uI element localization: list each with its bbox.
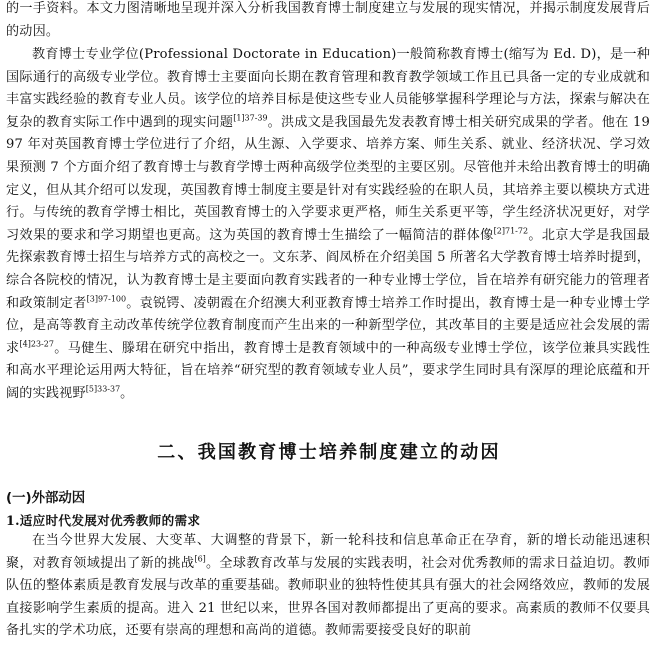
paragraph-text-segment: 。北京大学是我国最先探索教育博士招生与培养方式的高校之一。文东茅、阎凤桥在介绍美国 5 所著名大学教育博士培养时提到，综合各院校的情况，认为教育博士是主要面向教育实践者的一种专业博士学位，旨在培养有研究能力的管理者和政策制定者	[6, 227, 650, 311]
citation-marker: [2]71-72	[493, 226, 529, 236]
section-title: 二、我国教育博士培养制度建立的动因	[157, 442, 501, 463]
paragraph-text-segment: 在当今世界大发展、大变革、大调整的背景下，新一轮科技和信息革命正在孕育，新的增长动能迅速积聚，对教育领域提出了新的挑战	[6, 533, 650, 571]
paragraph-text-segment: 。马健生、滕珺在研究中指出，教育博士是教育领域中的一种高级专业博士学位，该学位兼具实践性和高水平理论运用两大特征，旨在培养“研究型的教育领域专业人员”，要求学生同时具有深厚的理论底蕴和开阔的实践视野	[6, 340, 650, 401]
subsection-heading: (一)外部动因	[6, 491, 86, 506]
paragraph-text-segment: 。全球教育改革与发展的实践表明，社会对优秀教师的需求日益迫切。教师队伍的整体素质是教育发展与改革的重要基础。教师职业的独特性使其具有强大的社会网络效应，教师的发展直接影响学生素质的提高。进入 21 世纪以来，世界各国对教师都提出了更高的要求。高素质的教师不仅要具备扎实的学术功底，还要有崇高的理想和高尚的道德。教师需要接受良好的职前	[6, 555, 650, 639]
citation-marker: [5]33-37	[85, 384, 121, 394]
paragraph-text-segment: 。	[120, 385, 134, 401]
intro-paragraph	[6, 0, 650, 43]
paragraph-text-segment: 。洪成文是我国最先发表教育博士相关研究成果的学者。他在 1997 年对英国教育博士学位进行了介绍，从生源、入学要求、培养方案、师生关系、就业、经济状况、学习效果预测 7 个方面介绍了教育博士与教育学博士两种高级学位类型的主要区别。尽管他并未给出教育博士的明确定义，但从其介绍可以发现，英国教育博士制度主要是针对有实践经验的在职人员，其培养主要以模块方式进行。与传统的教育学博士相比，英国教育博士的入学要求更严格，师生关系更平等，学生经济状况更好，对学习效果的要求和学习期望也更高。这为英国的教育博士生描绘了一幅简洁的群体像	[6, 114, 651, 243]
literature-review-paragraph	[6, 44, 650, 406]
paragraph-text-segment: 。袁锐锷、凌朝霞在介绍澳大利亚教育博士培养工作时提出，教育博士是一种专业博士学位，是高等教育主动改革传统学位教育制度而产生出来的一种新型学位，其改革目的主要是适应社会发展的需求	[6, 295, 650, 356]
paragraph-text-segment: 教育博士专业学位(Professional Doctorate in Education)一般简称教育博士(缩写为 Ed. D)，是一种国际通行的高级专业学位。教育博士主要面向长期在教育管理和教育教学领域工作且已具备一定的专业成就和丰富实践经验的教育专业人员。该学位的培养目标是使这些专业人员能够掌握科学理论与方法，探索与解决在复杂的教育实际工作中遇到的现实问题	[6, 47, 650, 130]
citation-marker: [6]	[194, 554, 206, 564]
intro-text: 的一手资料。本文力图清晰地呈现并深入分析我国教育博士制度建立与发展的现实情况，并揭示制度发展背后的动因。	[6, 1, 650, 39]
citation-marker: [1]37-39	[233, 113, 268, 123]
body-paragraph	[6, 530, 650, 643]
subsubsection-heading: 1.适应时代发展对优秀教师的需求	[6, 513, 201, 528]
citation-marker: [4]23-27	[19, 339, 54, 349]
citation-marker: [3]97-100	[86, 294, 127, 304]
